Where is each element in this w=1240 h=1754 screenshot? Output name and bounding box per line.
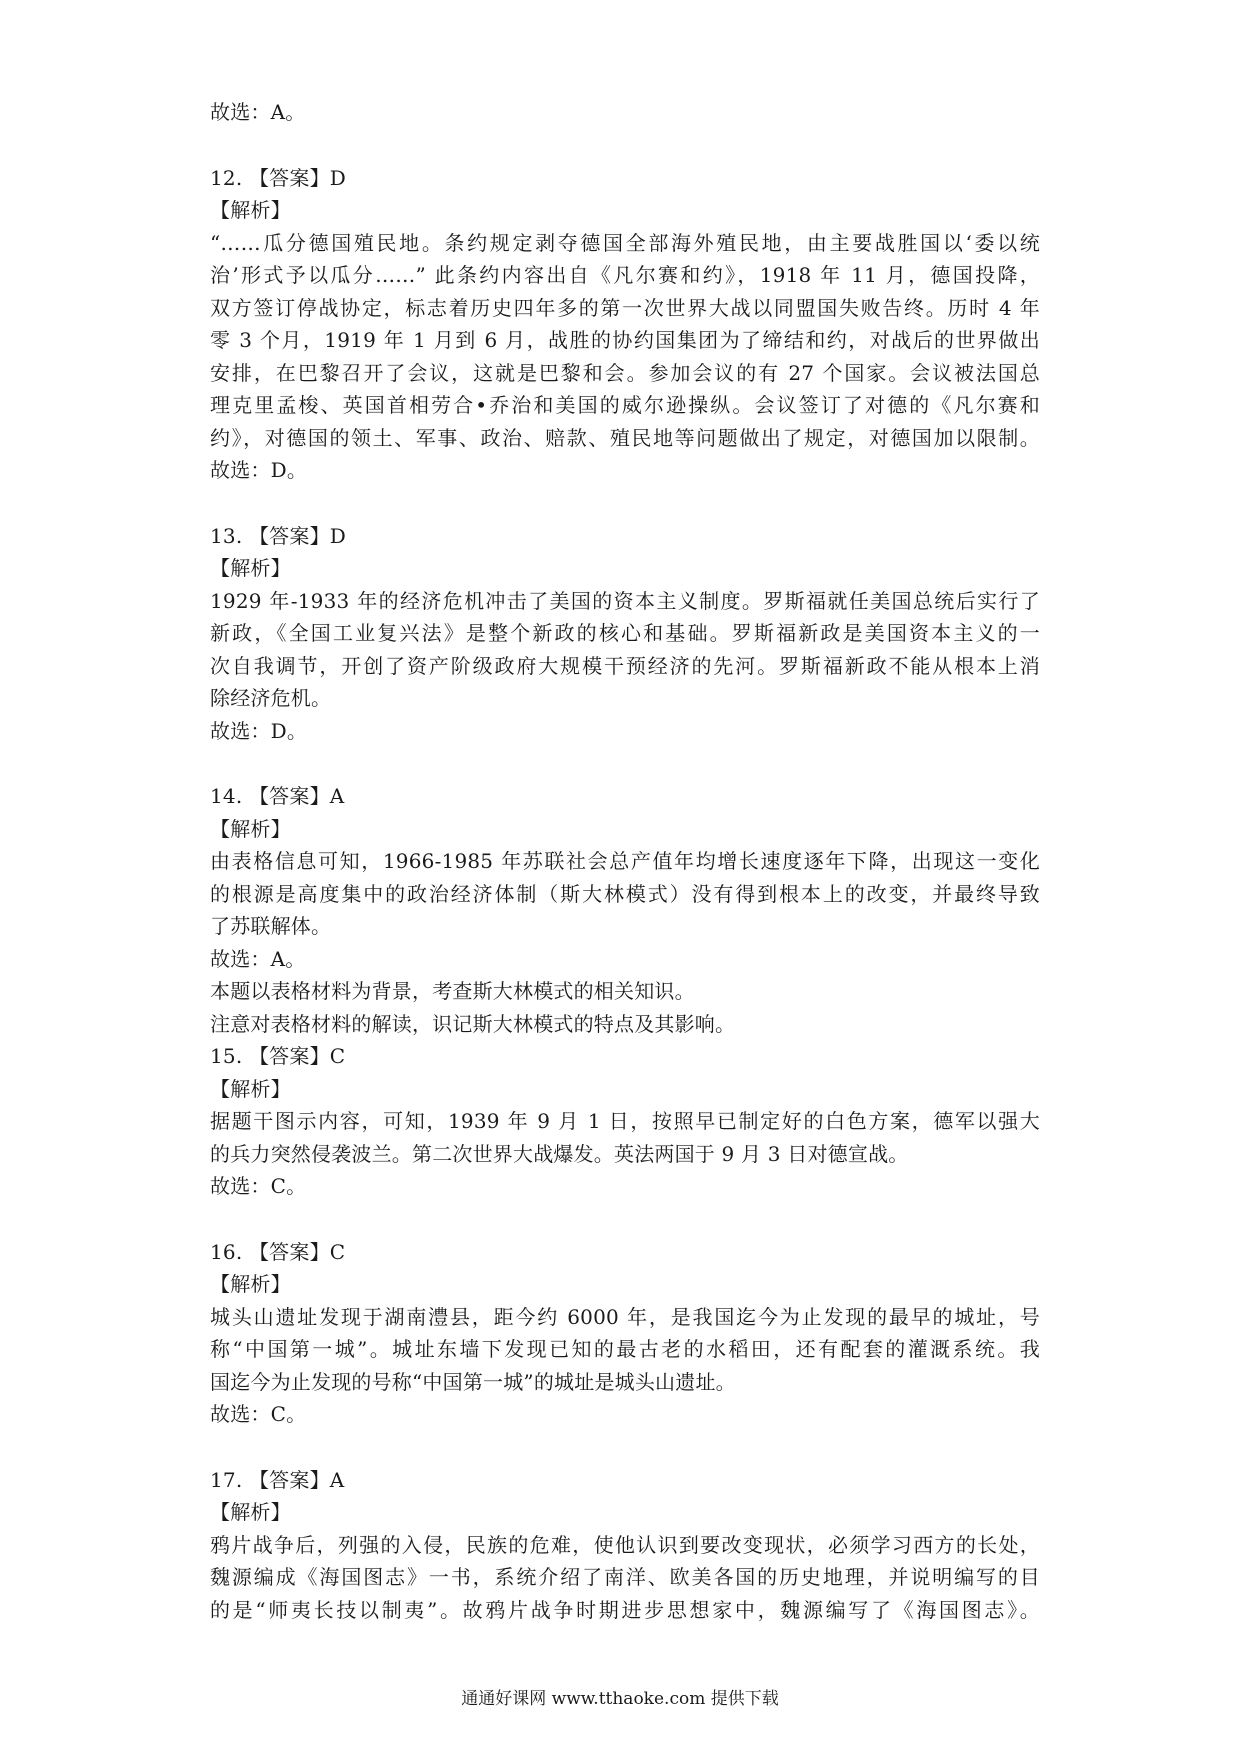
conclusion-line: 故选：C。	[210, 1402, 307, 1426]
analysis-line: 称“中国第一城”。城址东墙下发现已知的最古老的水稻田，还有配套的灌溉系统。我	[210, 1337, 1040, 1361]
analysis-line: 新政，《全国工业复兴法》是整个新政的核心和基础。罗斯福新政是美国资本主义的一	[210, 621, 1040, 645]
spacer	[210, 487, 1040, 520]
spacer	[210, 1431, 1040, 1464]
analysis-label: 【解析】	[210, 556, 291, 580]
conclusion-line: 故选：A。	[210, 946, 306, 971]
analysis-line: 的是“师夷长技以制夷”。故鸦片战争时期进步思想家中，魏源编写了《海国图志》。	[210, 1597, 1040, 1622]
answer-heading: 12. 【答案】D	[210, 165, 346, 190]
analysis-line: 由表格信息可知，1966-1985 年苏联社会总产值年均增长速度逐年下降，出现这一变化	[210, 849, 1040, 873]
analysis-line: 国迄今为止发现的号称“中国第一城”的城址是城头山遗址。	[210, 1369, 736, 1394]
answer-block-16	[210, 1236, 1040, 1431]
analysis-label: 【解析】	[210, 1076, 291, 1101]
analysis-line: 鸦片战争后，列强的入侵，民族的危难，使他认识到要改变现状，必须学习西方的长处，	[210, 1532, 1040, 1557]
conclusion-line: 故选：D。	[210, 458, 308, 482]
analysis-line: 双方签订停战协定，标志着历史四年多的第一次世界大战以同盟国失败告终。历时 4 年	[210, 295, 1040, 320]
footer-source: 通通好课网 www.tthaoke.com 提供下载	[461, 1689, 779, 1709]
document-body	[210, 96, 1040, 1626]
answer-block-14	[210, 780, 1040, 1040]
answer-block-15	[210, 1040, 1040, 1203]
spacer	[210, 747, 1040, 780]
analysis-label: 【解析】	[210, 816, 291, 841]
answer-heading: 14. 【答案】A	[210, 784, 345, 808]
analysis-line: 了苏联解体。	[210, 914, 332, 938]
analysis-line: 治’形式予以瓜分……” 此条约内容出自《凡尔赛和约》，1918 年 11 月，德国投降，	[210, 263, 1040, 287]
analysis-line: 城头山遗址发现于湖南澧县，距今约 6000 年，是我国迄今为止发现的最早的城址，号	[210, 1304, 1040, 1329]
analysis-label: 【解析】	[210, 1500, 291, 1524]
analysis-line: 零 3 个月，1919 年 1 月到 6 月，战胜的协约国集团为了缔结和约，对战后的世界做出	[210, 328, 1040, 352]
analysis-label: 【解析】	[210, 198, 291, 222]
analysis-line: “……瓜分德国殖民地。条约规定剥夺德国全部海外殖民地，由主要战胜国以‘委以统	[210, 230, 1040, 255]
answer-block-17	[210, 1464, 1040, 1627]
spacer	[210, 129, 1040, 162]
spacer	[210, 1203, 1040, 1236]
answer-block-13	[210, 520, 1040, 748]
analysis-label: 【解析】	[210, 1272, 291, 1296]
analysis-line: 魏源编成《海国图志》一书，系统介绍了南洋、欧美各国的历史地理，并说明编写的目	[210, 1565, 1040, 1589]
analysis-line: 1929 年-1933 年的经济危机冲击了美国的资本主义制度。罗斯福就任美国总统后实行了	[210, 588, 1040, 613]
conclusion-line: 故选：C。	[210, 1174, 307, 1198]
analysis-line: 理克里孟梭、英国首相劳合•乔治和美国的威尔逊操纵。会议签订了对德的《凡尔赛和	[210, 393, 1040, 417]
note-line: 本题以表格材料为背景，考查斯大林模式的相关知识。	[210, 979, 695, 1003]
analysis-line: 的兵力突然侵袭波兰。第二次世界大战爆发。英法两国于 9 月 3 日对德宣战。	[210, 1141, 909, 1166]
conclusion-line: 故选：A。	[210, 100, 306, 124]
conclusion-line: 故选：D。	[210, 718, 308, 743]
analysis-line: 据题干图示内容，可知，1939 年 9 月 1 日，按照早已制定好的白色方案，德军以强大	[210, 1109, 1040, 1133]
answer-heading: 17. 【答案】A	[210, 1467, 345, 1492]
answer-heading: 15. 【答案】C	[210, 1044, 346, 1068]
analysis-line: 约》，对德国的领土、军事、政治、赔款、殖民地等问题做出了规定，对德国加以限制。	[210, 425, 1040, 450]
analysis-line: 次自我调节，开创了资产阶级政府大规模干预经济的先河。罗斯福新政不能从根本上消	[210, 653, 1040, 678]
note-line: 注意对表格材料的解读，识记斯大林模式的特点及其影响。	[210, 1011, 736, 1036]
analysis-line: 除经济危机。	[210, 686, 332, 710]
answer-heading: 16. 【答案】C	[210, 1239, 346, 1264]
answer-block-12	[210, 162, 1040, 487]
answer-heading: 13. 【答案】D	[210, 523, 346, 548]
analysis-line: 的根源是高度集中的政治经济体制（斯大林模式）没有得到根本上的改变，并最终导致	[210, 881, 1040, 906]
analysis-line: 安排，在巴黎召开了会议，这就是巴黎和会。参加会议的有 27 个国家。会议被法国总	[210, 360, 1040, 385]
